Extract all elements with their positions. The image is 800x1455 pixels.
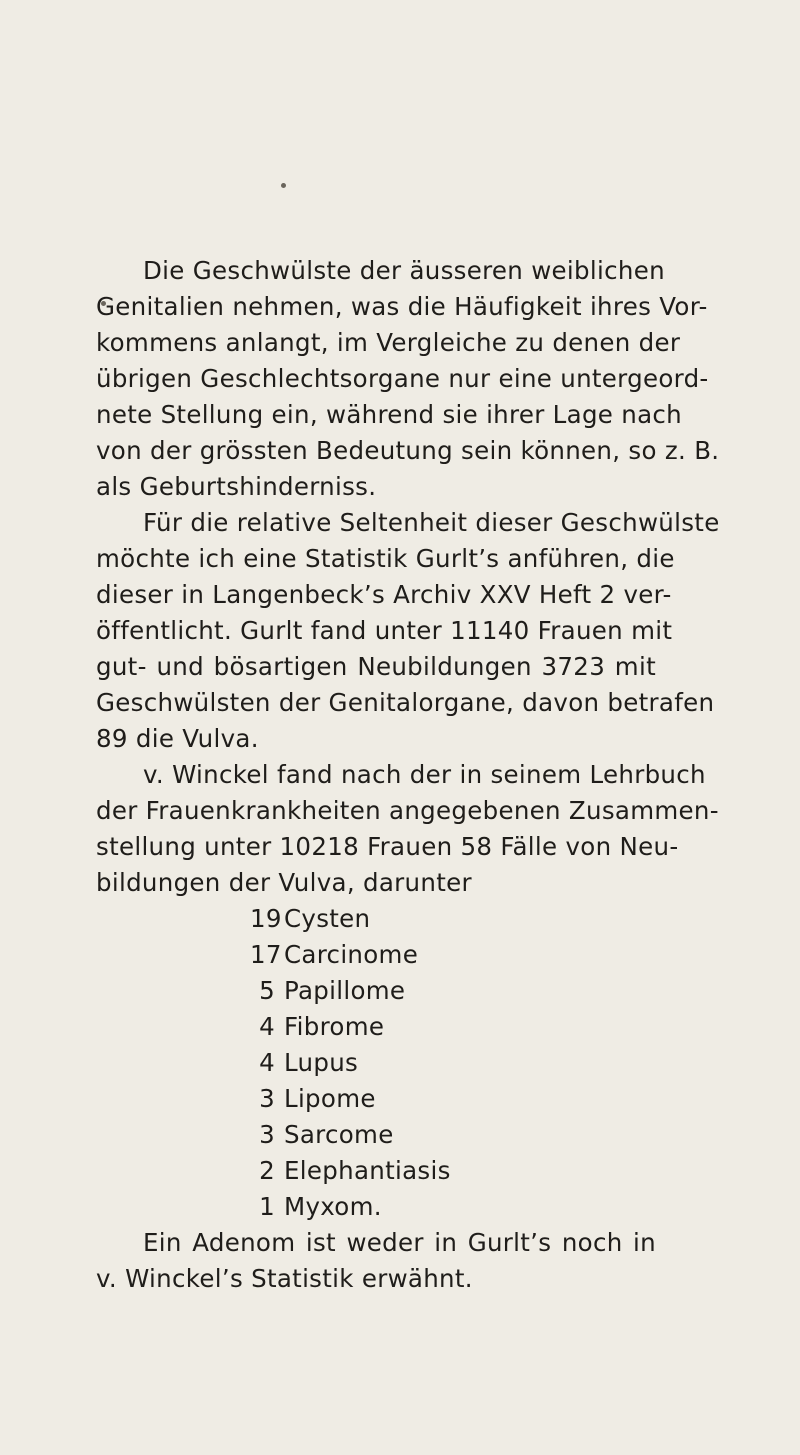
list-item-count: 5 — [259, 976, 275, 1005]
list-item-count: 1 — [259, 1192, 275, 1221]
paragraph-2-line-4: öffentlicht. Gurlt fand unter 11140 Frauen mit — [96, 616, 673, 645]
paragraph-3-line-1: v. Winckel fand nach der in seinem Lehrbuch — [143, 760, 706, 789]
list-item-count: 2 — [259, 1156, 275, 1185]
list-item — [250, 1189, 382, 1225]
list-item — [250, 1153, 451, 1189]
closing-line-2: v. Winckel’s Statistik erwähnt. — [96, 1264, 473, 1293]
paragraph-1-line-1: Die Geschwülste der äusseren weiblichen — [143, 256, 665, 285]
list-item-label: Carcinome — [284, 940, 419, 969]
list-item — [250, 1117, 394, 1153]
closing-line-1: Ein Adenom ist weder in Gurlt’s noch in — [143, 1228, 656, 1257]
list-item — [250, 901, 370, 937]
list-item-label: Lupus — [284, 1048, 359, 1077]
paragraph-3-line-4: bildungen der Vulva, darunter — [96, 868, 472, 897]
list-item-label: Elephantiasis — [284, 1156, 451, 1185]
paragraph-3-line-3: stellung unter 10218 Frauen 58 Fälle von Neu- — [96, 832, 679, 861]
paragraph-3-line-2: der Frauenkrankheiten angegebenen Zusammen- — [96, 796, 719, 825]
list-item — [250, 1081, 376, 1117]
paragraph-1-line-6: von der grössten Bedeutung sein können, so z. B. — [96, 436, 720, 465]
paragraph-2-line-2: möchte ich eine Statistik Gurlt’s anführen, die — [96, 544, 675, 573]
list-item — [250, 973, 405, 1009]
list-item-label: Fibrome — [284, 1012, 385, 1041]
list-item-label: Papillome — [284, 976, 406, 1005]
paragraph-2-line-6: Geschwülsten der Genitalorgane, davon betrafen — [96, 688, 715, 717]
list-item-label: Cysten — [284, 904, 371, 933]
paragraph-1-line-5: nete Stellung ein, während sie ihrer Lage nach — [96, 400, 682, 429]
paragraph-1-line-3: kommens anlangt, im Vergleiche zu denen der — [96, 328, 681, 357]
list-item-count: 17 — [250, 940, 282, 969]
list-item-label: Myxom. — [284, 1192, 382, 1221]
list-item — [250, 1045, 358, 1081]
paragraph-2-line-3: dieser in Langenbeck’s Archiv XXV Heft 2 ver- — [96, 580, 672, 609]
list-item-count: 3 — [259, 1120, 275, 1149]
paragraph-2-line-1: Für die relative Seltenheit dieser Geschwülste — [143, 508, 720, 537]
page-speck — [281, 183, 286, 188]
list-item-count: 4 — [259, 1048, 275, 1077]
paragraph-2-line-5: gut- und bösartigen Neubildungen 3723 mit — [96, 652, 656, 681]
list-item — [250, 937, 418, 973]
list-item-label: Sarcome — [284, 1120, 394, 1149]
list-item-count: 4 — [259, 1012, 275, 1041]
list-item-count: 3 — [259, 1084, 275, 1113]
list-item-label: Lipome — [284, 1084, 376, 1113]
paragraph-1-line-2: Genitalien nehmen, was die Häufigkeit ihres Vor- — [96, 292, 708, 321]
list-item-count: 19 — [250, 904, 282, 933]
paragraph-1-line-4: übrigen Geschlechtsorgane nur eine untergeord- — [96, 364, 709, 393]
list-item — [250, 1009, 384, 1045]
paragraph-2-line-7: 89 die Vulva. — [96, 724, 259, 753]
paragraph-1-line-7: als Geburtshinderniss. — [96, 472, 377, 501]
